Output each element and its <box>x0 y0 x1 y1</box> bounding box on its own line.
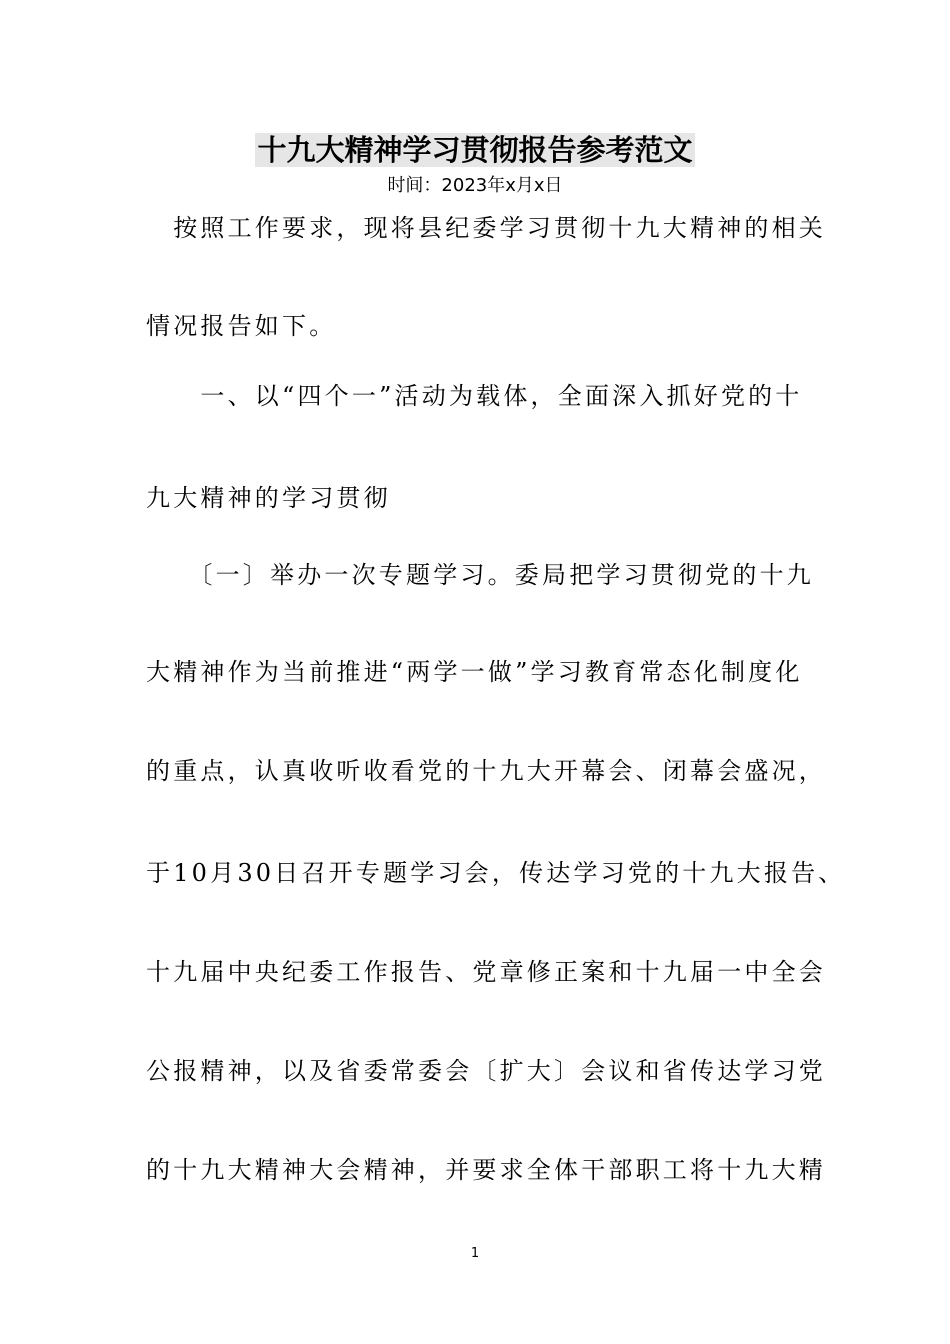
document-title-text: 十九大精神学习贯彻报告参考范文 <box>257 133 693 167</box>
body-line: 的重点，认真收听收看党的十九大开幕会、闭幕会盛况， <box>146 757 826 785</box>
body-line: 按照工作要求，现将县纪委学习贯彻十九大精神的相关 <box>146 214 826 242</box>
body-line: 公报精神，以及省委常委会〔扩大〕会议和省传达学习党 <box>146 1057 826 1085</box>
body-line: 于10月30日召开专题学习会，传达学习党的十九大报告、 <box>146 859 846 887</box>
body-line: 一、以“四个一”活动为载体，全面深入抓好党的十 <box>146 382 803 410</box>
body-line: 九大精神的学习贯彻 <box>146 484 391 512</box>
body-line: 大精神作为当前推进“两学一做”学习教育常态化制度化 <box>146 658 803 686</box>
document-title <box>0 132 950 168</box>
body-line: 〔一〕举办一次专题学习。委局把学习贯彻党的十九 <box>146 561 814 589</box>
page-number: 1 <box>470 1246 480 1261</box>
date-line: 时间：2023年x月x日 <box>387 175 563 196</box>
body-line: 情况报告如下。 <box>146 312 337 340</box>
body-line: 的十九大精神大会精神，并要求全体干部职工将十九大精 <box>146 1156 826 1184</box>
body-line: 十九届中央纪委工作报告、党章修正案和十九届一中全会 <box>146 958 826 986</box>
